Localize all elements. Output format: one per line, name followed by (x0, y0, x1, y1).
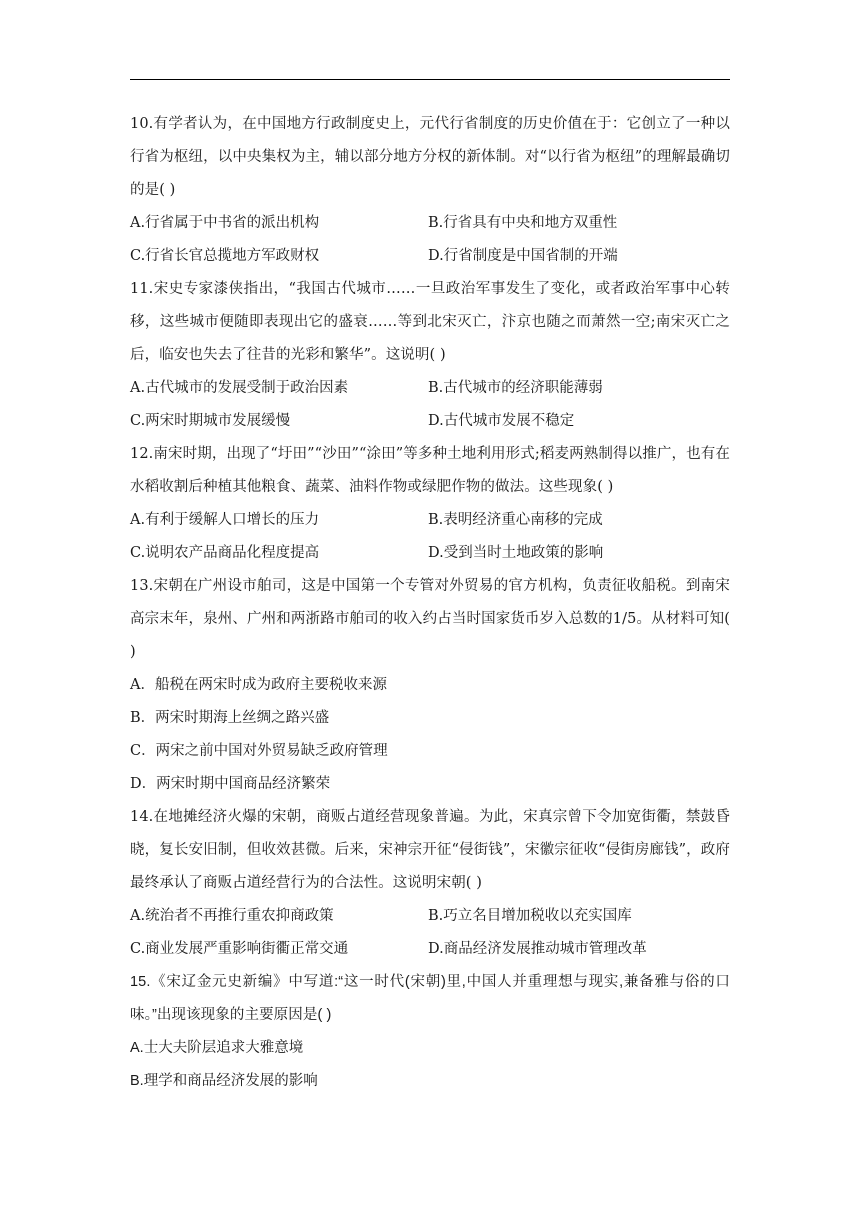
option-c: C.行省长官总揽地方军政财权 (130, 248, 320, 264)
option-b: B.行省具有中央和地方双重性 (428, 215, 618, 231)
option-a: A.古代城市的发展受制于政治因素 (130, 380, 349, 396)
option-d: D.古代城市发展不稳定 (428, 413, 575, 429)
question-stem: 14.在地摊经济火爆的宋朝，商贩占道经营现象普遍。为此，宋真宗曾下令加宽街衢，禁鼓昏晓，复长安旧制，但收效甚微。后来，宋神宗开征“侵街钱”，宋徽宗征收“侵街房廊钱”，政府最终承认了商贩占道经营行为的合法性。这说明宋朝( ) (130, 809, 730, 891)
option-list (130, 900, 730, 966)
option-d: D.行省制度是中国省制的开端 (428, 248, 618, 264)
option-list (130, 1032, 730, 1098)
option-list (130, 372, 730, 438)
question-11 (130, 273, 730, 438)
option-d: D.商品经济发展推动城市管理改革 (428, 941, 647, 957)
header-rule (130, 79, 730, 80)
option-c: C.商业发展严重影响街衢正常交通 (130, 941, 349, 957)
option-b: B．两宋时期海上丝绸之路兴盛 (130, 710, 330, 726)
option-c: C.说明农产品商品化程度提高 (130, 545, 320, 561)
option-a: A.士大夫阶层追求大雅意境 (130, 1040, 304, 1056)
option-b: B.巧立名目增加税收以充实国库 (428, 908, 632, 924)
option-a: A．船税在两宋时成为政府主要税收来源 (130, 677, 387, 693)
question-stem: 10.有学者认为，在中国地方行政制度史上，元代行省制度的历史价值在于：它创立了一种以行省为枢纽，以中央集权为主，辅以部分地方分权的新体制。对“以行省为枢纽”的理解最确切的是( ) (130, 116, 730, 198)
question-15 (130, 966, 730, 1098)
option-list (130, 669, 730, 801)
option-d: D．两宋时期中国商品经济繁荣 (130, 776, 331, 792)
option-list (130, 207, 730, 273)
option-d: D.受到当时土地政策的影响 (428, 545, 604, 561)
option-list (130, 504, 730, 570)
question-stem: 15.《宋辽金元史新编》中写道:“这一时代(宋朝)里,中国人并重理想与现实,兼备雅与俗的口味。”出现该现象的主要原因是( ) (130, 974, 730, 1023)
question-12 (130, 438, 730, 570)
option-c: C.两宋时期城市发展缓慢 (130, 413, 291, 429)
question-14 (130, 801, 730, 966)
option-b: B.古代城市的经济职能薄弱 (428, 380, 603, 396)
option-b: B.理学和商品经济发展的影响 (130, 1073, 318, 1089)
question-13 (130, 570, 730, 801)
question-stem: 13.宋朝在广州设市舶司，这是中国第一个专管对外贸易的官方机构，负责征收船税。到南宋高宗末年，泉州、广州和两浙路市舶司的收入约占当时国家货币岁入总数的1/5。从材料可知( ) (130, 578, 730, 660)
option-a: A.行省属于中书省的派出机构 (130, 215, 320, 231)
option-a: A.统治者不再推行重农抑商政策 (130, 908, 334, 924)
option-b: B.表明经济重心南移的完成 (428, 512, 603, 528)
question-10 (130, 108, 730, 273)
option-c: C．两宋之前中国对外贸易缺乏政府管理 (130, 743, 388, 759)
question-stem: 12.南宋时期，出现了“圩田”“沙田”“涂田”等多种土地利用形式;稻麦两熟制得以推广，也有在水稻收割后种植其他粮食、蔬菜、油料作物或绿肥作物的做法。这些现象( ) (130, 446, 730, 495)
option-a: A.有利于缓解人口增长的压力 (130, 512, 320, 528)
exam-page-content (130, 108, 730, 1098)
question-stem: 11.宋史专家漆侠指出，“我国古代城市……一旦政治军事发生了变化，或者政治军事中心转移，这些城市便随即表现出它的盛衰……等到北宋灭亡，汴京也随之而萧然一空;南宋灭亡之后，临安也失去了往昔的光彩和繁华”。这说明( ) (130, 281, 730, 363)
